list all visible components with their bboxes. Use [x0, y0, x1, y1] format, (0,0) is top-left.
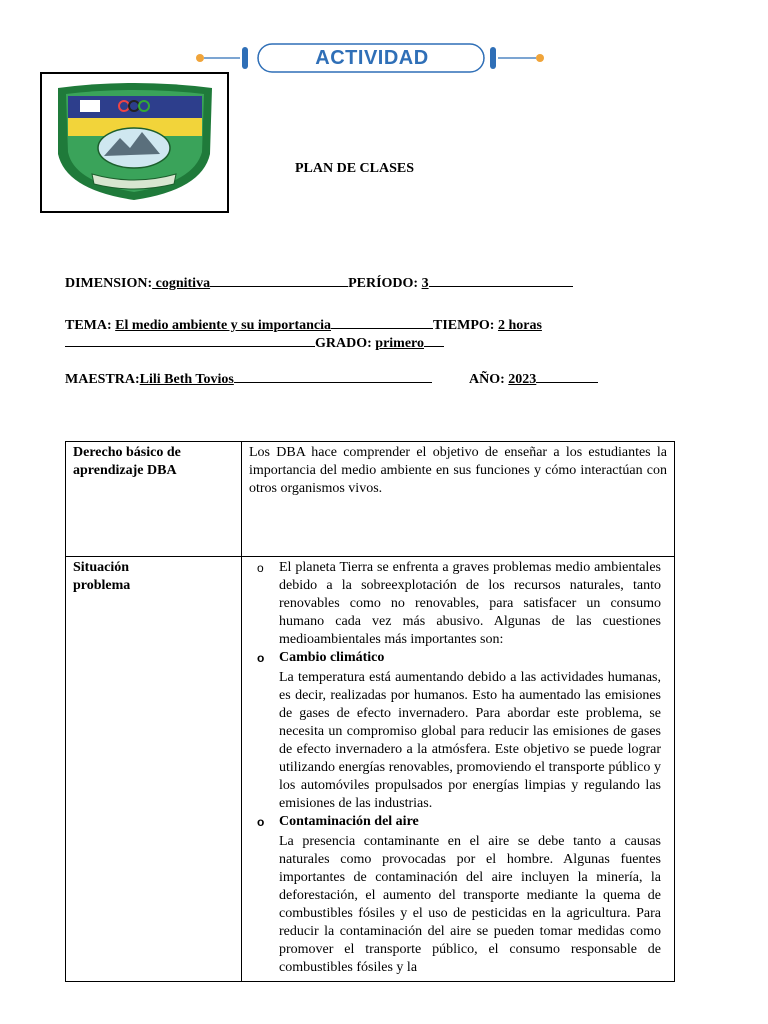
list-item — [257, 559, 661, 649]
dimension-label: DIMENSION: — [65, 276, 153, 291]
grado-label: GRADO: — [315, 336, 372, 351]
periodo-value: 3 — [421, 276, 429, 291]
grado-fill-line — [424, 334, 444, 347]
table-row — [66, 557, 675, 982]
ano-value: 2023 — [508, 372, 537, 387]
periodo-fill-line — [429, 274, 573, 287]
dimension-value: cognitiva — [152, 276, 211, 291]
tiempo-value: 2 horas — [497, 318, 542, 333]
hollow-bullet-icon: o — [257, 815, 265, 829]
tema-row — [65, 316, 542, 334]
logo-frame — [40, 72, 229, 213]
bullet-text: La presencia contaminante en el aire se debe tanto a causas naturales como provocadas por el hombre. Algunas fuentes importantes de contaminación del aire incluyen la minería, la deforestación, el aumento del transporte mediante la quema de combustibles fósiles y el uso de pesticidas en la agricultura. Para reducir la contaminación del aire se pueden tomar medidas como promover el transporte público, el consumo responsable de combustibles fósiles y la — [279, 834, 661, 975]
list-item — [257, 649, 661, 813]
lesson-plan-table — [65, 441, 675, 982]
tema-label: TEMA: — [65, 318, 112, 333]
table-row — [66, 442, 675, 557]
periodo-label: PERÍODO: — [348, 276, 419, 291]
ano-fill-line — [536, 370, 598, 383]
maestra-row — [65, 370, 432, 388]
banner-title: ACTIVIDAD — [315, 46, 429, 69]
situacion-label — [66, 557, 242, 982]
hollow-bullet-icon: o — [257, 651, 265, 665]
bullet-heading: Cambio climático — [279, 650, 385, 665]
dba-text: Los DBA hace comprender el objetivo de enseñar a los estudiantes la importancia del medio ambiente en sus funciones y cómo interactúan con otros organismos vivos. — [242, 442, 675, 557]
maestra-label: MAESTRA: — [65, 372, 140, 387]
tema-value: El medio ambiente y su importancia — [115, 318, 332, 333]
tema-fill-line — [331, 316, 433, 329]
bullet-text: El planeta Tierra se enfrenta a graves problemas medio ambientales debido a la sobreexplotación de los recursos naturales, tanto renovables como no renovables, para satisfacer un consumo humano cada vez más abusivo. Algunas de las cuestiones medioambientales más importantes son: — [279, 560, 661, 647]
situacion-label-line: Situación — [73, 560, 130, 575]
bullet-text: La temperatura está aumentando debido a las actividades humanas, es decir, realizadas por humanos. Esto ha aumentado las emisiones de gases de efecto invernadero. Para abordar este problema, se necesita un compromiso global para reducir las emisiones de gases de efecto invernadero a la atmósfera. Este objetivo se puede lograr utilizando energías renovables, promoviendo el transporte público y los automóviles propulsados por energías limpias y regulando las emisiones de las industrias. — [279, 670, 661, 811]
maestra-fill-line — [234, 370, 432, 383]
dimension-fill-line — [210, 274, 348, 287]
school-shield-icon — [52, 82, 217, 202]
grado-value: primero — [375, 336, 425, 351]
hollow-bullet-icon: o — [257, 561, 264, 575]
dimension-row — [65, 274, 573, 292]
list-item — [257, 813, 661, 977]
grado-row — [65, 334, 444, 352]
dba-label: Derecho básico de aprendizaje DBA — [66, 442, 242, 557]
grado-lead-line — [65, 334, 315, 347]
situacion-label-line: problema — [73, 578, 131, 593]
ano-label: AÑO: — [469, 372, 505, 387]
ano-row — [469, 370, 598, 388]
page-title: PLAN DE CLASES — [295, 161, 415, 176]
situacion-bullet-list — [249, 559, 667, 977]
tiempo-label: TIEMPO: — [433, 318, 495, 333]
situacion-content — [242, 557, 675, 982]
bullet-heading: Contaminación del aire — [279, 814, 419, 829]
activity-banner — [192, 40, 552, 76]
maestra-value: Lili Beth Tovios — [139, 372, 234, 387]
